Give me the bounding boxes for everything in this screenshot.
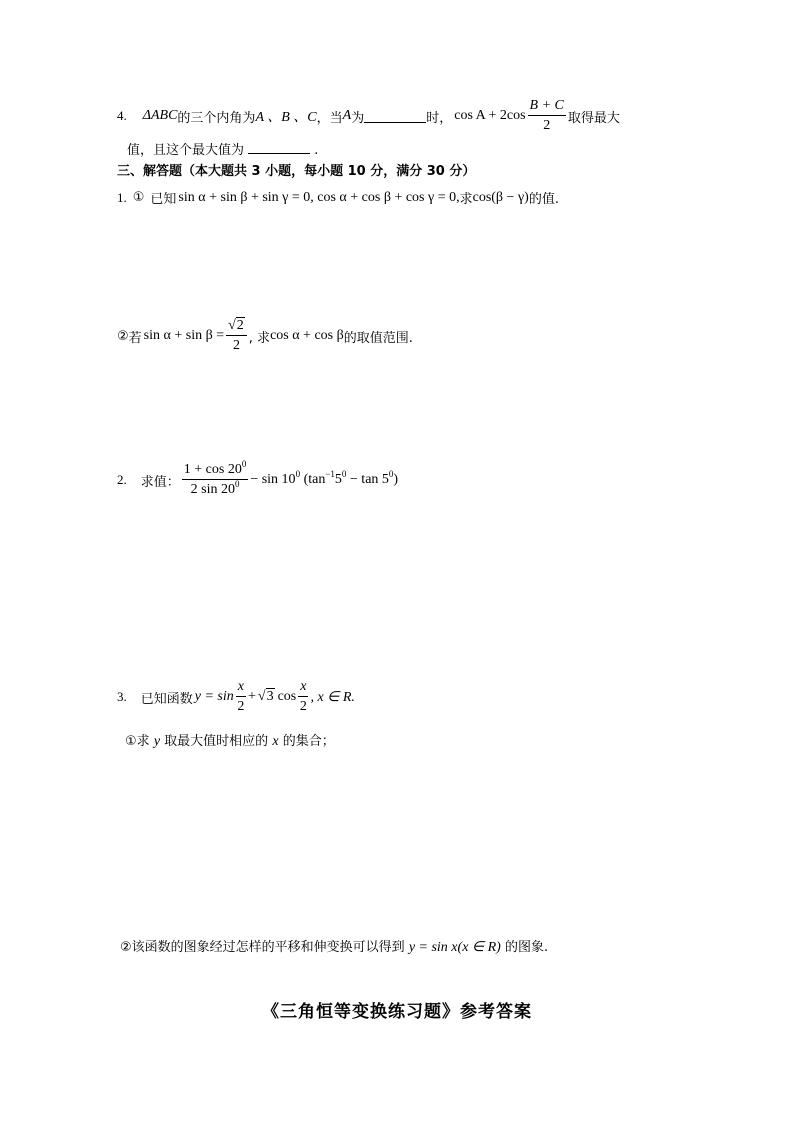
p1-expr: sin α + sin β + sin γ = 0, cos α + cos β + cos γ = 0, bbox=[178, 189, 460, 205]
p1-number: 1. bbox=[117, 189, 127, 205]
q4-line2-end: . bbox=[314, 143, 319, 158]
p3-sub1-circle: ① bbox=[125, 734, 137, 749]
p1-fraction bbox=[226, 319, 247, 353]
p3-sub2-b: 的图象. bbox=[504, 940, 549, 955]
p1-text-f: 的取值范围. bbox=[343, 330, 413, 346]
p2-frac-num bbox=[182, 459, 249, 480]
p3-frac1-den: 2 bbox=[237, 699, 245, 714]
p3-sub2 bbox=[120, 936, 548, 956]
p2-frac-num-sup: 0 bbox=[241, 459, 247, 469]
p3-sub1-x: x bbox=[272, 734, 279, 749]
p1-circle-2: ② bbox=[117, 328, 129, 344]
answer-title: 《三角恒等变换练习题》参考答案 bbox=[262, 1002, 532, 1022]
p2-frac-den bbox=[191, 480, 240, 497]
q4-expr-lhs: cos A + 2cos bbox=[454, 108, 526, 123]
p2-frac-den-text: 2 sin 20 bbox=[190, 482, 235, 497]
q4-text-e: 取得最大 bbox=[567, 110, 620, 126]
p3-line bbox=[117, 676, 355, 718]
q4-text-c: 为 bbox=[351, 110, 365, 126]
p3-expr-d: , x ∈ R. bbox=[310, 689, 355, 705]
p1-part1 bbox=[117, 188, 559, 207]
p1-expr4: cos α + cos β bbox=[270, 328, 344, 343]
p1-text-d: 若 bbox=[128, 330, 142, 346]
q4-line2-text: 值，且这个最大值为 bbox=[127, 143, 245, 158]
q4-vars: A 、B 、C bbox=[255, 110, 317, 125]
p2-text-a: 求值： bbox=[140, 474, 180, 490]
p2-frac-num-text: 1 + cos 20 bbox=[183, 462, 242, 477]
p2-line bbox=[117, 458, 398, 502]
p1-text-e: , 求 bbox=[248, 330, 271, 346]
p3-expr-b: + bbox=[247, 689, 256, 704]
q4-frac-num: B + C bbox=[528, 99, 566, 116]
p1-text-c: 的值. bbox=[528, 192, 559, 207]
p3-text-a: 已知函数 bbox=[140, 691, 193, 707]
p1-sqrt: √2 bbox=[228, 318, 244, 333]
p2-sup-b: −1 bbox=[325, 469, 335, 479]
p2-sup-a: 0 bbox=[295, 469, 301, 479]
p1-text-a: 已知 bbox=[150, 192, 177, 207]
p2-number: 2. bbox=[117, 472, 127, 487]
q4-fraction bbox=[528, 99, 566, 133]
p3-sqrt-val: 3 bbox=[266, 689, 274, 704]
p1-circle-1: ① bbox=[132, 190, 145, 205]
p2-expr-c: 5 bbox=[334, 472, 342, 487]
p3-sub2-circle: ② bbox=[120, 940, 132, 955]
q4-triangle: ΔABC bbox=[142, 108, 178, 123]
q4-text-d: 时， bbox=[426, 110, 453, 126]
p3-sub1 bbox=[125, 730, 335, 750]
p1-sqrt-val: 2 bbox=[236, 318, 244, 333]
p3-sub1-y: y bbox=[153, 734, 161, 749]
p3-sub2-expr: y = sin x(x ∈ R) bbox=[408, 940, 501, 955]
q4-line2 bbox=[127, 139, 318, 158]
p3-sub2-a: 该函数的图象经过怎样的平移和伸变换可以得到 bbox=[131, 940, 405, 955]
q4-frac-den: 2 bbox=[543, 118, 551, 133]
p3-expr-c: cos bbox=[277, 689, 297, 704]
p3-sub1-b: 取最大值时相应的 bbox=[164, 734, 269, 749]
q4-line1 bbox=[117, 98, 620, 134]
p3-sub1-a: 求 bbox=[136, 734, 150, 749]
p2-expr-b: (tan bbox=[303, 472, 326, 487]
q4-answer-blank-1[interactable] bbox=[364, 110, 426, 123]
p2-expr bbox=[250, 469, 399, 488]
p1-frac-num bbox=[226, 319, 247, 336]
p1-frac-den: 2 bbox=[232, 338, 240, 353]
p2-expr-e: ) bbox=[393, 472, 399, 487]
section3-heading: 三、解答题（本大题共 3 小题，每小题 10 分，满分 30 分） bbox=[117, 164, 476, 179]
p3-frac2-den: 2 bbox=[299, 699, 307, 714]
p1-expr2: cos(β − γ) bbox=[472, 189, 529, 205]
p2-expr-d: − tan 5 bbox=[349, 472, 389, 487]
p3-number: 3. bbox=[117, 689, 127, 704]
p2-sup-d: 0 bbox=[388, 469, 394, 479]
q4-var-a: A bbox=[342, 108, 352, 123]
p2-sup-c: 0 bbox=[341, 469, 347, 479]
p3-expr-a: y = sin bbox=[194, 689, 234, 704]
p3-frac2-num: x bbox=[298, 680, 308, 697]
q4-text-a: 的三个内角为 bbox=[177, 110, 256, 126]
p3-fraction-1 bbox=[236, 680, 246, 714]
p3-fraction-2 bbox=[298, 680, 308, 714]
q4-answer-blank-2[interactable] bbox=[248, 141, 310, 154]
q4-number: 4. bbox=[117, 108, 127, 123]
p3-sub1-c: 的集合； bbox=[282, 734, 335, 749]
p3-frac1-num: x bbox=[236, 680, 246, 697]
p1-part2 bbox=[117, 314, 413, 358]
p1-expr3: sin α + sin β = bbox=[143, 328, 225, 343]
p2-expr-a: − sin 10 bbox=[250, 472, 296, 487]
p3-sqrt: √3 bbox=[257, 689, 274, 704]
p1-text-b: 求 bbox=[459, 192, 473, 207]
p2-fraction bbox=[182, 459, 249, 497]
q4-text-b: ，当 bbox=[316, 110, 343, 126]
p2-frac-den-sup: 0 bbox=[234, 479, 240, 489]
